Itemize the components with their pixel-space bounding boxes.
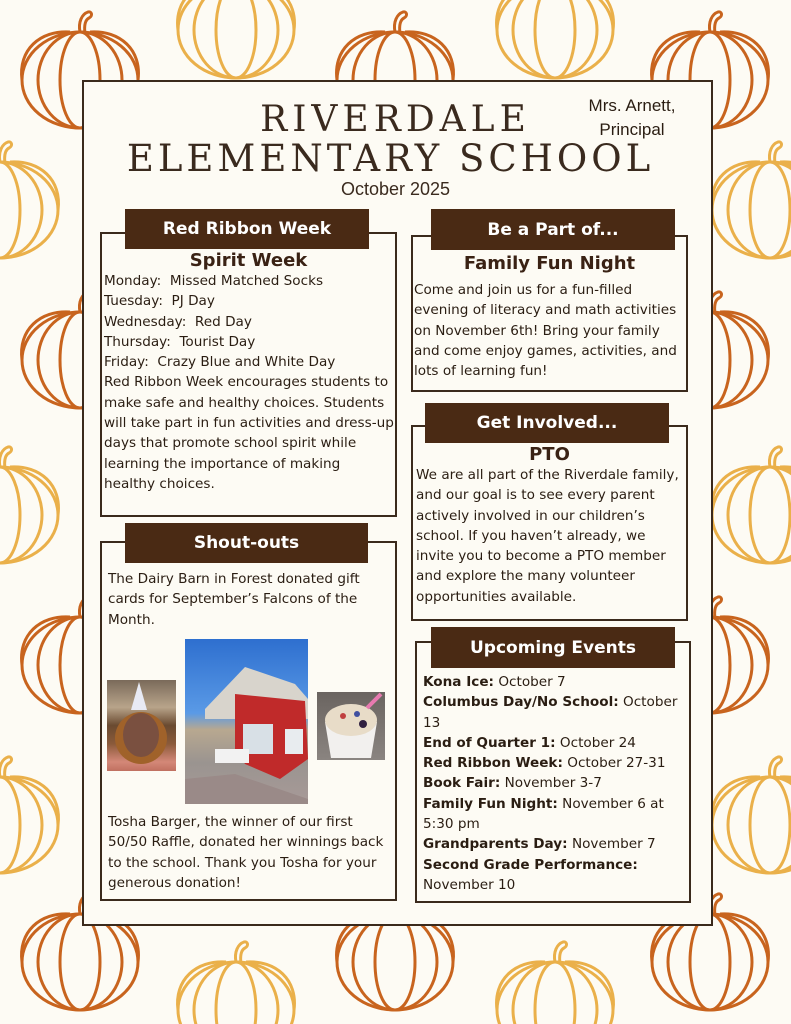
school-name-line1: RIVERDALE (260, 99, 531, 140)
event-date: November 10 (423, 876, 516, 893)
red-ribbon-description: Red Ribbon Week encourages students to make safe and healthy choices. Students will take part in fun activities and dress-up days that promote school spirit while learning the importance of making healthy choices. (104, 374, 394, 492)
spirit-day-wednesday: Wednesday: Red Day (104, 313, 252, 330)
event-date: October 7 (498, 674, 566, 690)
event-item (423, 753, 685, 773)
be-a-part-of-label: Be a Part of... (431, 209, 675, 250)
event-name: Grandparents Day: (423, 836, 568, 853)
event-item (423, 733, 685, 753)
principal-line1: Mrs. Arnett, (588, 96, 676, 115)
ice-cream-cone-icon (107, 680, 176, 771)
event-item (423, 773, 685, 793)
event-item (423, 794, 685, 835)
shout-outs-label: Shout-outs (125, 523, 368, 563)
dairy-barn-building-icon (185, 639, 308, 804)
spirit-week-heading: Spirit Week (189, 250, 308, 271)
red-ribbon-week-content (104, 271, 394, 494)
event-name: Kona Ice: (423, 674, 494, 690)
event-item (423, 855, 685, 896)
event-name: End of Quarter 1: (423, 734, 556, 751)
dairy-barn-building-photo (185, 639, 308, 804)
event-item (423, 672, 685, 692)
event-item (423, 692, 685, 733)
event-item (423, 834, 685, 854)
dairy-barn-shoutout: The Dairy Barn in Forest donated gift cards for September’s Falcons of the Month. (108, 571, 360, 628)
event-name: Columbus Day/No School: (423, 694, 619, 711)
event-date: November 7 (571, 836, 656, 853)
event-name: Book Fair: (423, 775, 501, 792)
event-date: November 3-7 (504, 775, 602, 792)
principal-name (570, 94, 694, 142)
sundae-cup-photo (317, 692, 385, 760)
pto-heading: PTO (529, 444, 570, 465)
event-name: Second Grade Performance: (423, 856, 638, 873)
spirit-day-tuesday: Tuesday: PJ Day (104, 293, 215, 310)
red-ribbon-week-label: Red Ribbon Week (125, 209, 369, 249)
family-fun-night-description: Come and join us for a fun-filled evening of literacy and math activities on November 6th! Bring your family and come enjoy games, activities, and lots of learning fun! (414, 282, 677, 380)
spirit-day-friday: Friday: Crazy Blue and White Day (104, 354, 336, 371)
event-date: October 13 (423, 694, 678, 731)
event-date: October 24 (559, 734, 636, 751)
event-name: Family Fun Night: (423, 795, 558, 812)
upcoming-events-label: Upcoming Events (431, 627, 675, 668)
get-involved-label: Get Involved... (425, 403, 669, 443)
principal-line2: Principal (599, 120, 665, 139)
family-fun-night-heading: Family Fun Night (463, 253, 636, 274)
upcoming-events-list (423, 672, 685, 895)
school-name-line2: ELEMENTARY SCHOOL (126, 137, 655, 180)
ice-cream-cone-photo (107, 680, 176, 771)
newsletter-date: October 2025 (340, 179, 451, 199)
event-date: November 6 at 5:30 pm (423, 795, 664, 833)
sundae-cup-icon (317, 692, 385, 760)
event-date: October 27-31 (567, 755, 666, 772)
raffle-shoutout: Tosha Barger, the winner of our first 50/50 Raffle, donated her winnings back to the school. Thank you Tosha for your generous donation! (108, 814, 384, 891)
event-name: Red Ribbon Week: (423, 755, 563, 772)
pto-description: We are all part of the Riverdale family, and our goal is to see every parent actively involved in our children’s school. If you haven’t already, we invite you to become a PTO member and explore the many volunteer opportunities available. (416, 467, 679, 605)
spirit-day-thursday: Thursday: Tourist Day (104, 333, 256, 350)
spirit-day-monday: Monday: Missed Matched Socks (104, 273, 324, 289)
